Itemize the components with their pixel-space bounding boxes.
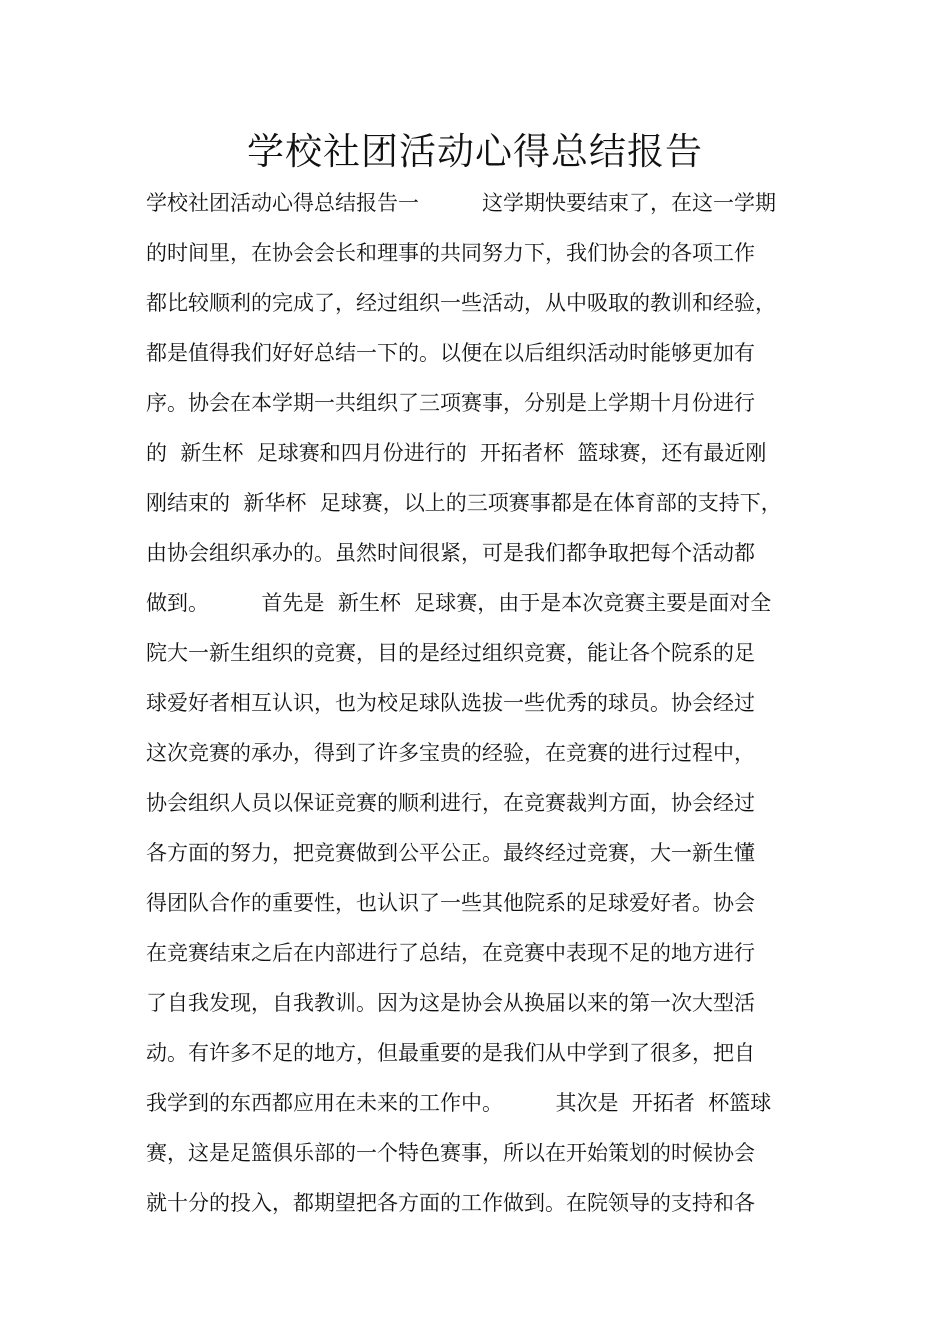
text-line: 了自我发现，自我教训。因为这是协会从换届以来的第一次大型活 [146,991,755,1015]
text-line: 院大一新生组织的竞赛，目的是经过组织竞赛，能让各个院系的足 [146,641,755,665]
text-line: 刚结束的 新华杯 足球赛，以上的三项赛事都是在体育部的支持下， [146,491,782,515]
document-title: 学校社团活动心得总结报告 [247,130,703,173]
text-line: 我学到的东西都应用在未来的工作中。 其次是 开拓者 杯篮球 [146,1091,772,1115]
text-line: 的 新生杯 足球赛和四月份进行的 开拓者杯 篮球赛，还有最近刚 [146,441,767,465]
text-line: 学校社团活动心得总结报告一 这学期快要结束了，在这一学期 [146,191,776,215]
text-line: 都是值得我们好好总结一下的。以便在以后组织活动时能够更加有 [146,341,755,365]
text-line: 这次竞赛的承办，得到了许多宝贵的经验，在竞赛的进行过程中， [146,741,755,765]
text-line: 各方面的努力，把竞赛做到公平公正。最终经过竞赛，大一新生懂 [146,841,755,865]
text-line: 的时间里，在协会会长和理事的共同努力下，我们协会的各项工作 [146,241,755,265]
text-line: 在竞赛结束之后在内部进行了总结，在竞赛中表现不足的地方进行 [146,941,755,965]
text-line: 都比较顺利的完成了，经过组织一些活动，从中吸取的教训和经验， [146,291,776,315]
document-body [146,178,826,1228]
text-line: 做到。 首先是 新生杯 足球赛，由于是本次竞赛主要是面对全 [146,591,772,615]
text-line: 由协会组织承办的。虽然时间很紧，可是我们都争取把每个活动都 [146,541,755,565]
text-line: 协会组织人员以保证竞赛的顺利进行，在竞赛裁判方面，协会经过 [146,791,755,815]
text-line: 就十分的投入，都期望把各方面的工作做到。在院领导的支持和各 [146,1191,755,1215]
text-line: 序。协会在本学期一共组织了三项赛事，分别是上学期十月份进行 [146,391,755,415]
text-line: 球爱好者相互认识，也为校足球队选拔一些优秀的球员。协会经过 [146,691,755,715]
text-line: 得团队合作的重要性，也认识了一些其他院系的足球爱好者。协会 [146,891,755,915]
text-line: 赛，这是足篮俱乐部的一个特色赛事，所以在开始策划的时候协会 [146,1141,755,1165]
text-line: 动。有许多不足的地方，但最重要的是我们从中学到了很多，把自 [146,1041,755,1065]
